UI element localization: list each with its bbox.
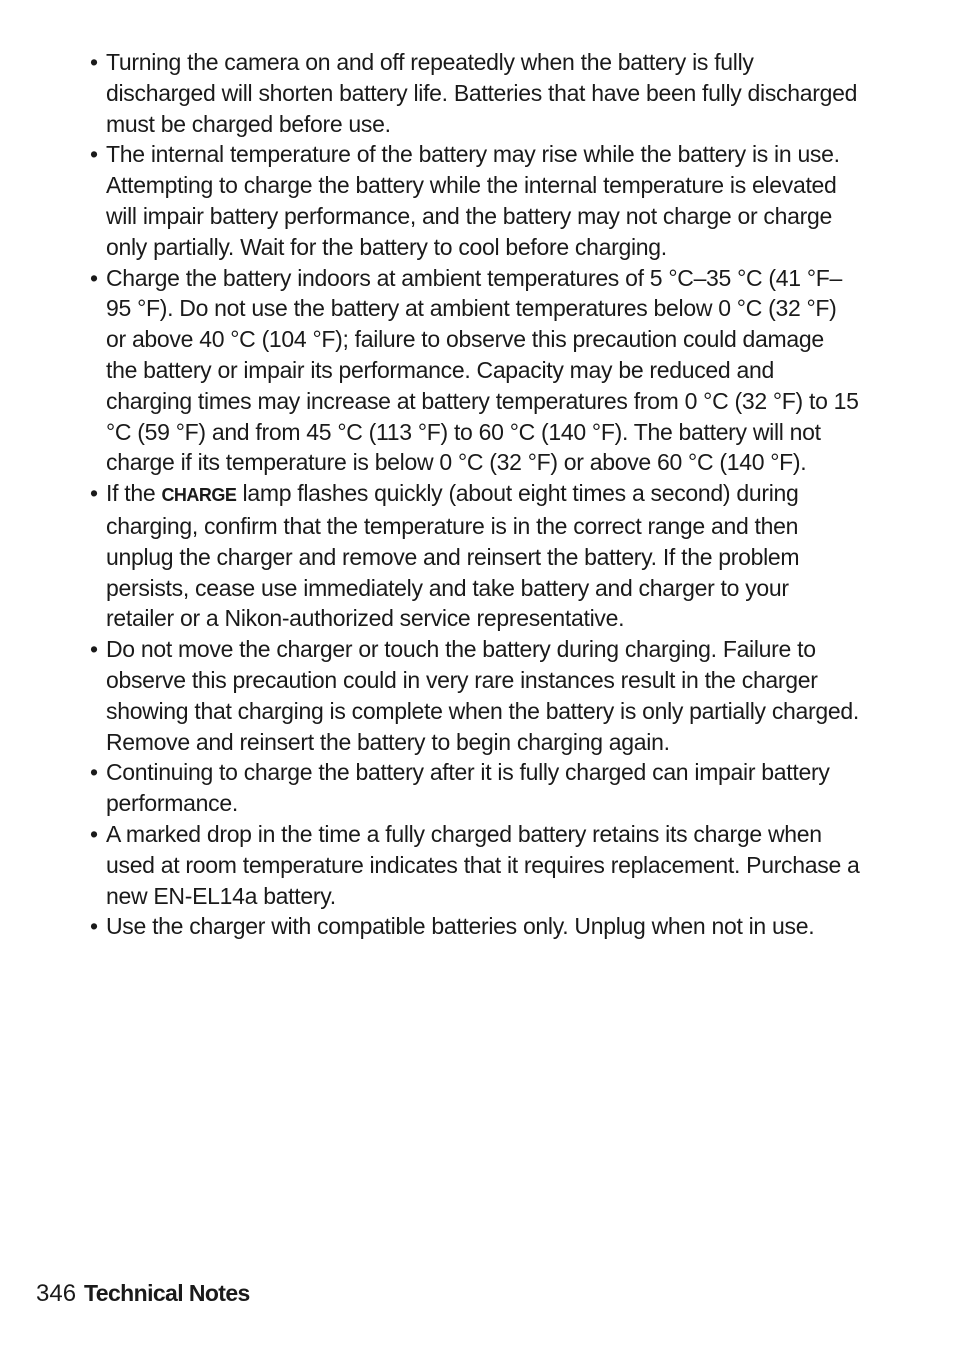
list-item	[90, 478, 860, 634]
bullet-marker: •	[90, 636, 98, 663]
list-item-text: Do not move the charger or touch the battery during charging. Failure to observe this precaution could in very rare instances result in the charger showing that charging is complete when the battery is only partially charged. Remove and reinsert the battery to begin charging again.	[106, 636, 859, 755]
list-item-text-after: lamp flashes quickly (about eight times a second) during charging, confirm that the temperature is in the correct range and then unplug the charger and remove and reinsert the battery. If the problem persists, cease use immediately and take battery and charger to your retailer or a Nikon-authorized service representative.	[106, 480, 800, 632]
bullet-marker: •	[90, 141, 98, 168]
bullet-marker: •	[90, 759, 98, 786]
section-title: Technical Notes	[84, 1280, 250, 1306]
page-number: 346	[36, 1280, 77, 1307]
list-item	[90, 819, 860, 911]
list-item-text: Use the charger with compatible batteries only. Unplug when not in use.	[106, 913, 815, 940]
list-item	[90, 139, 860, 262]
bullet-marker: •	[90, 480, 98, 507]
bullet-marker: •	[90, 264, 98, 291]
page-footer	[36, 1278, 250, 1309]
list-item	[90, 634, 860, 757]
list-item-text: Charge the battery indoors at ambient temperatures of 5 °C–35 °C (41 °F–95 °F). Do not use the battery at ambient temperatures below 0 °C (32 °F) or above 40 °C (104 °F); failure to observe this precaution could damage the battery or impair its performance. Capacity may be reduced and charging times may increase at battery temperatures from 0 °C (32 °F) to 15 °C (59 °F) and from 45 °C (113 °F) to 60 °C (140 °F). The battery will not charge if its temperature is below 0 °C (32 °F) or above 60 °C (140 °F).	[106, 264, 859, 476]
charge-lamp-label: CHARGE	[161, 485, 237, 506]
bullet-marker: •	[90, 913, 98, 940]
list-item-text: A marked drop in the time a fully charged battery retains its charge when used at room temperature indicates that it requires replacement. Purchase a new EN-EL14a battery.	[106, 820, 860, 909]
list-item	[90, 263, 860, 479]
bullet-marker: •	[90, 820, 98, 847]
list-item	[90, 911, 860, 942]
bullet-marker: •	[90, 49, 98, 75]
list-item-text: Turning the camera on and off repeatedly when the battery is fully discharged will shorten battery life. Batteries that have been fully discharged must be charged before use.	[106, 49, 858, 137]
list-item-text: The internal temperature of the battery may rise while the battery is in use. Attempting to charge the battery while the internal temperature is elevated will impair battery performance, and the battery may not charge or charge only partially. Wait for the battery to cool before charging.	[106, 141, 840, 260]
list-item-text-before: If the	[106, 480, 162, 507]
battery-precautions-list	[90, 47, 860, 942]
list-item-text: Continuing to charge the battery after it is fully charged can impair battery performance.	[106, 759, 830, 817]
list-item	[90, 757, 860, 819]
list-item	[90, 47, 860, 139]
